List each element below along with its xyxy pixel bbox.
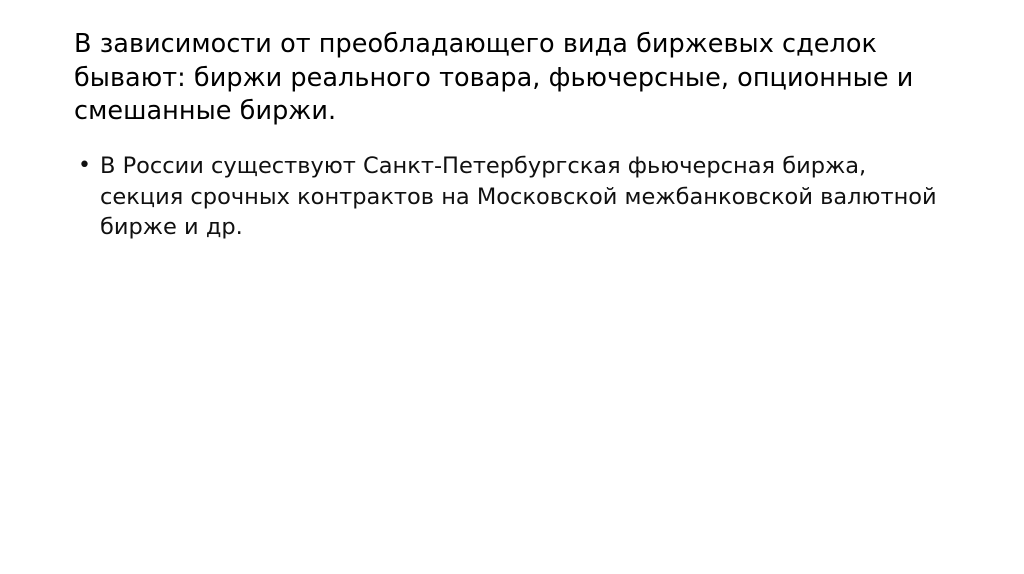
list-item-text: В России существуют Санкт-Петербургская фьючерсная биржа, секция срочных контрактов на Московской межбанковской валютной бирже и др. (100, 152, 937, 241)
slide-headline: В зависимости от преобладающего вида биржевых сделок бывают: биржи реального товара, фьючерсные, опционные и смешанные биржи. (74, 29, 914, 127)
list-item (74, 151, 944, 243)
bullet-point-icon: • (78, 152, 91, 178)
bullet-list (74, 151, 944, 243)
